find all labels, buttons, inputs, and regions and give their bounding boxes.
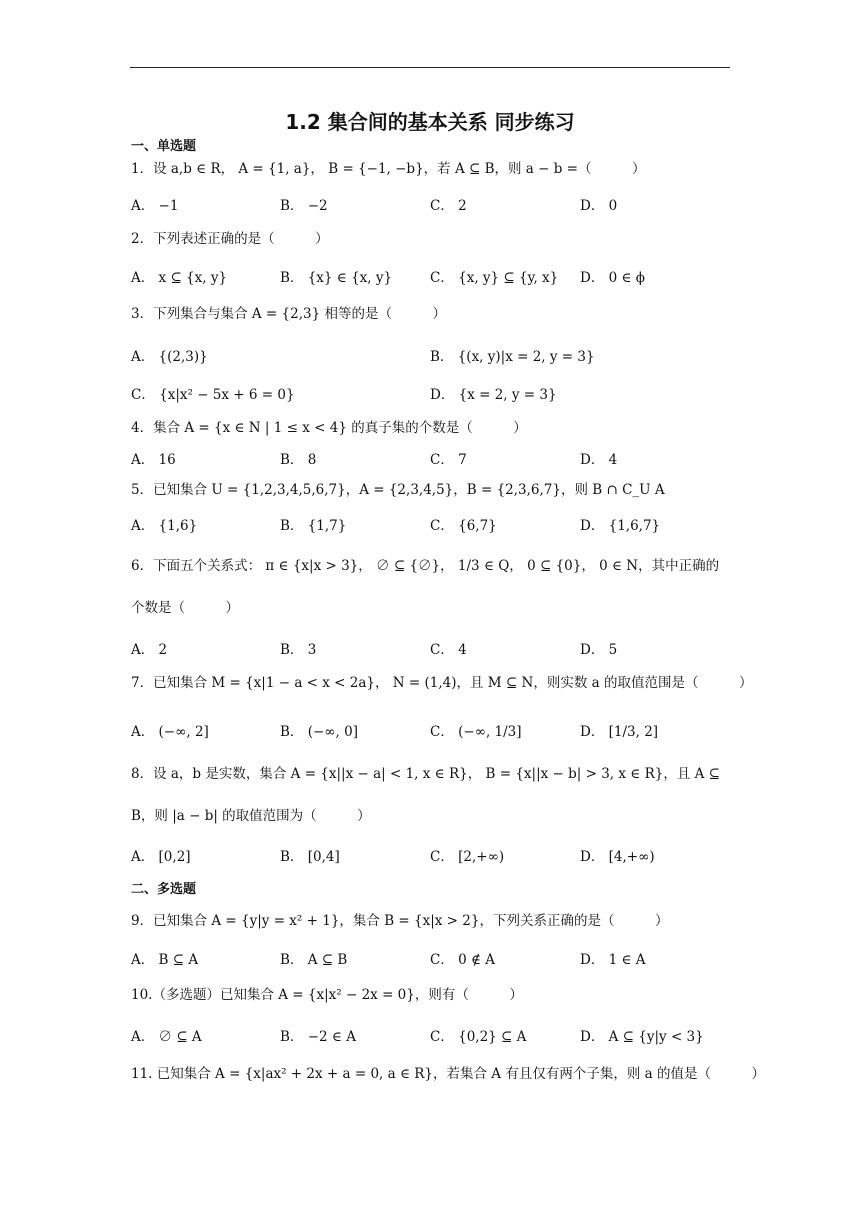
page-title: 1.2 集合间的基本关系 同步练习 xyxy=(285,110,575,134)
option-b: B． A ⊆ B xyxy=(280,952,348,968)
option-c: C． {6,7} xyxy=(430,518,497,534)
option-c: C． {x, y} ⊆ {y, x} xyxy=(430,270,559,286)
question-stem: 8．设 a，b 是实数，集合 A = {x||x − a| < 1, x ∈ R}， B = {x||x − b| > 3, x ∈ R}，且 A ⊆ B，则 |a − b| 的取值范围为（ ） xyxy=(131,766,720,824)
option-b: B． 8 xyxy=(280,452,317,468)
question-stem: 4．集合 A = {x ∈ N | 1 ≤ x < 4} 的真子集的个数是（ ） xyxy=(131,420,527,436)
option-c: C． {x|x² − 5x + 6 = 0} xyxy=(131,387,295,403)
option-a: A． [0,2] xyxy=(131,849,191,865)
question-stem: 9．已知集合 A = {y|y = x² + 1}，集合 B = {x|x > 2}，下列关系正确的是（ ） xyxy=(131,913,669,929)
option-d: D． 0 xyxy=(580,198,618,214)
option-a: A． {(2,3)} xyxy=(131,349,208,365)
section-heading-single-choice: 一、单选题 xyxy=(131,139,197,154)
option-c: C． 0 ∉ A xyxy=(430,952,496,968)
option-b: B． {(x, y)|x = 2, y = 3} xyxy=(430,349,595,365)
option-d: D． 1 ∈ A xyxy=(580,952,646,968)
option-c: C． 2 xyxy=(430,198,467,214)
option-a: A． 2 xyxy=(131,642,168,658)
option-c: C． {0,2} ⊆ A xyxy=(430,1029,527,1045)
question-stem: 1．设 a,b ∈ R， A = {1, a}， B = {−1, −b}，若 A ⊆ B，则 a − b =（ ） xyxy=(131,161,646,177)
option-a: A． {1,6} xyxy=(131,518,198,534)
option-d: D． 5 xyxy=(580,642,618,658)
option-c: C． [2,+∞) xyxy=(430,849,505,865)
option-c: C． 4 xyxy=(430,642,467,658)
option-c: C． 7 xyxy=(430,452,467,468)
option-b: B． {x} ∈ {x, y} xyxy=(280,270,393,286)
option-d: D． {1,6,7} xyxy=(580,518,661,534)
option-b: B． (−∞, 0] xyxy=(280,724,358,740)
question-stem: 10.（多选题）已知集合 A = {x|x² − 2x = 0}，则有（ ） xyxy=(131,987,523,1003)
option-a: A． x ⊆ {x, y} xyxy=(131,270,228,286)
question-stem: 7．已知集合 M = {x|1 − a < x < 2a}， N = (1,4)，且 M ⊆ N，则实数 a 的取值范围是（ ） xyxy=(131,675,753,691)
option-b: B． [0,4] xyxy=(280,849,340,865)
option-a: A． ∅ ⊆ A xyxy=(131,1029,202,1045)
option-b: B． −2 ∈ A xyxy=(280,1029,356,1045)
option-c: C． (−∞, 1/3] xyxy=(430,724,522,740)
option-d: D． 0 ∈ ϕ xyxy=(580,270,645,286)
option-b: B． {1,7} xyxy=(280,518,347,534)
question-stem: 6．下面五个关系式： π ∈ {x|x > 3}， ∅ ⊆ {∅}， 1/3 ∈ Q， 0 ⊆ {0}， 0 ∈ N，其中正确的个数是（ ） xyxy=(131,558,720,616)
question-stem: 3．下列集合与集合 A = {2,3} 相等的是（ ） xyxy=(131,306,446,322)
question-stem: 2．下列表述正确的是（ ） xyxy=(131,231,329,247)
question-stem: 5．已知集合 U = {1,2,3,4,5,6,7}，A = {2,3,4,5}，B = {2,3,6,7}，则 B ∩ C_U A xyxy=(131,482,665,498)
option-d: D． A ⊆ {y|y < 3} xyxy=(580,1029,704,1045)
header-rule xyxy=(130,67,730,68)
option-d: D． {x = 2, y = 3} xyxy=(430,387,557,403)
option-a: A． (−∞, 2] xyxy=(131,724,209,740)
question-stem: 11. 已知集合 A = {x|ax² + 2x + a = 0, a ∈ R}，若集合 A 有且仅有两个子集，则 a 的值是（ ） xyxy=(131,1066,765,1082)
option-d: D． [1/3, 2] xyxy=(580,724,659,740)
option-a: A． 16 xyxy=(131,452,176,468)
option-a: A． B ⊆ A xyxy=(131,952,199,968)
option-d: D． 4 xyxy=(580,452,618,468)
option-d: D． [4,+∞) xyxy=(580,849,655,865)
section-heading-multiple-choice: 二、多选题 xyxy=(131,882,197,897)
option-b: B． −2 xyxy=(280,198,328,214)
option-b: B． 3 xyxy=(280,642,317,658)
option-a: A． −1 xyxy=(131,198,179,214)
